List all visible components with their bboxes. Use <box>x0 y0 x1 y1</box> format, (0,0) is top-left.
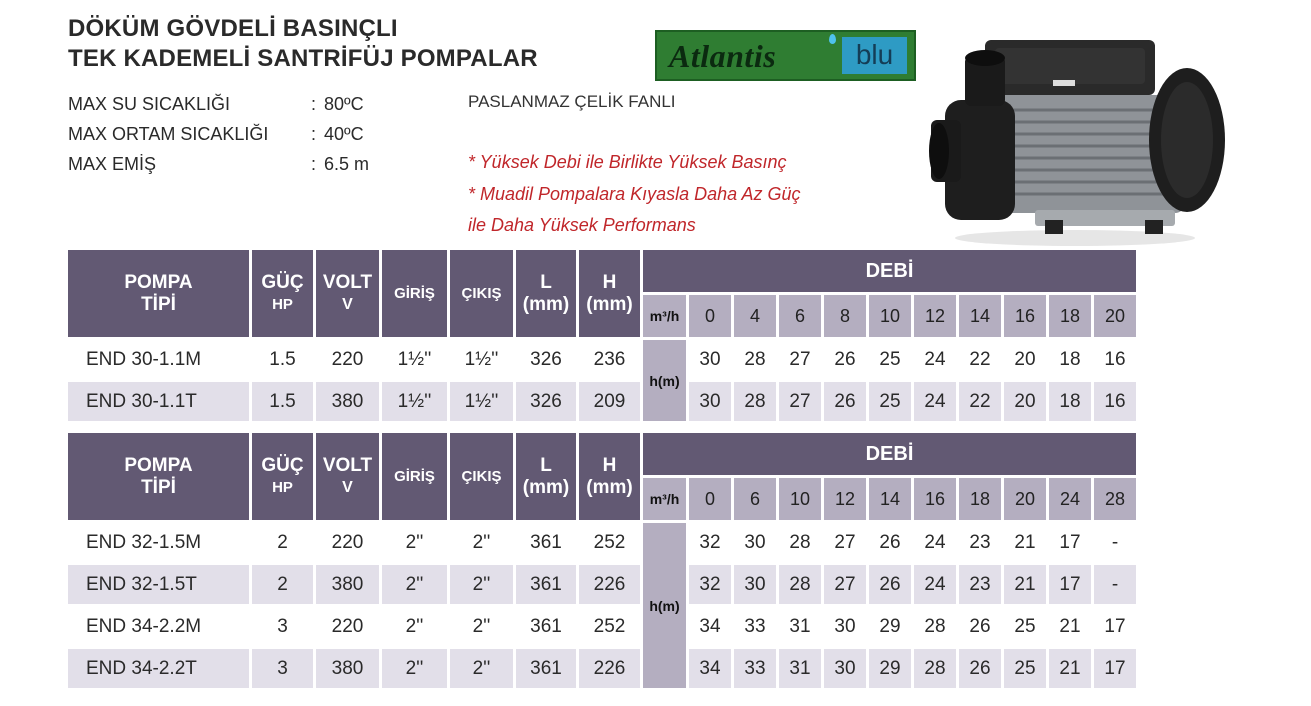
header-text: POMPA <box>124 454 193 476</box>
atlantis-blu-logo <box>655 30 916 81</box>
head-value: 17 <box>1104 615 1126 637</box>
flow-value: 16 <box>1004 295 1046 337</box>
power-hp: 3 <box>252 649 313 688</box>
head-value: 17 <box>1059 531 1081 553</box>
head-value: 26 <box>959 649 1001 688</box>
header-power <box>252 250 313 337</box>
header-text: TİPİ <box>141 476 176 498</box>
voltage: 220 <box>331 348 364 370</box>
spec-label: MAX SU SICAKLIĞI <box>68 94 231 114</box>
header-text: GÜÇ <box>261 271 304 293</box>
head-value: 26 <box>879 531 901 553</box>
inlet-size: 1½'' <box>382 382 447 421</box>
logo-blu-text: blu <box>855 39 894 70</box>
header-outlet: ÇIKIŞ <box>450 433 513 520</box>
header-text: (mm) <box>586 293 633 315</box>
head-value: 21 <box>1004 565 1046 604</box>
flow-value: 24 <box>1049 478 1091 520</box>
header-power <box>252 433 313 520</box>
head-value: 25 <box>1014 615 1036 637</box>
head-value: 26 <box>834 348 856 370</box>
head-value: - <box>1111 531 1119 553</box>
head-value: 23 <box>969 531 991 553</box>
pump-table-2 <box>68 433 1136 688</box>
header-text: H <box>602 454 617 476</box>
header-text: VOLT <box>322 271 373 293</box>
pump-table-1 <box>68 250 1136 421</box>
outlet-size: 1½'' <box>464 348 499 370</box>
head-unit: h(m) <box>643 340 686 421</box>
header-inlet: GİRİŞ <box>382 250 447 337</box>
model-name: END 30-1.1T <box>68 382 249 421</box>
centrifugal-pump-image <box>925 20 1230 248</box>
length-mm: 361 <box>530 615 562 637</box>
head-value: 32 <box>689 565 731 604</box>
head-value: 27 <box>779 382 821 421</box>
height-mm: 252 <box>593 531 626 553</box>
flow-value: 12 <box>914 295 956 337</box>
header-pump-type <box>68 250 249 337</box>
impeller-note: PASLANMAZ ÇELİK FANLI <box>468 92 676 111</box>
header-length <box>516 250 576 337</box>
feature-line-2: * Muadil Pompalara Kıyasla Daha Az Güç <box>468 184 801 204</box>
feature-line-1: * Yüksek Debi ile Birlikte Yüksek Basınç <box>468 152 787 172</box>
head-value: 30 <box>734 565 776 604</box>
header-text: V <box>342 295 353 313</box>
head-value: 34 <box>699 615 721 637</box>
outlet-size: 1½'' <box>450 382 513 421</box>
head-value: 21 <box>1049 649 1091 688</box>
height-mm: 252 <box>593 615 626 637</box>
head-value: 30 <box>699 348 721 370</box>
voltage: 380 <box>316 382 379 421</box>
flow-value: 12 <box>824 478 866 520</box>
flow-value: 18 <box>959 478 1001 520</box>
power-hp: 1.5 <box>252 382 313 421</box>
head-value: 28 <box>789 531 811 553</box>
flow-value: 14 <box>959 295 1001 337</box>
head-value: 33 <box>734 649 776 688</box>
head-value: 30 <box>689 382 731 421</box>
inlet-size: 2'' <box>382 649 447 688</box>
height-mm: 236 <box>593 348 626 370</box>
header-text: L <box>540 454 552 476</box>
head-value: 32 <box>699 531 721 553</box>
flow-value: 0 <box>689 478 731 520</box>
head-value: 25 <box>869 382 911 421</box>
spec-label: MAX ORTAM SICAKLIĞI <box>68 124 269 144</box>
head-value: 25 <box>879 348 901 370</box>
height-mm: 226 <box>579 649 640 688</box>
length-mm: 361 <box>516 649 576 688</box>
header-outlet: ÇIKIŞ <box>450 250 513 337</box>
header-flow: DEBİ <box>643 433 1136 475</box>
head-value: 33 <box>744 615 766 637</box>
inlet-size: 2'' <box>382 565 447 604</box>
head-value: 26 <box>869 565 911 604</box>
flow-value: 18 <box>1049 295 1091 337</box>
head-value: 18 <box>1059 348 1081 370</box>
head-value: 26 <box>969 615 991 637</box>
header-text: L <box>540 271 552 293</box>
head-value: 27 <box>789 348 811 370</box>
flow-value: 16 <box>914 478 956 520</box>
voltage: 380 <box>316 565 379 604</box>
head-value: 18 <box>1049 382 1091 421</box>
flow-value: 0 <box>689 295 731 337</box>
head-value: 28 <box>734 382 776 421</box>
inlet-size: 1½'' <box>397 348 432 370</box>
head-value: 29 <box>879 615 901 637</box>
power-hp: 1.5 <box>269 348 296 370</box>
header-pump-type <box>68 433 249 520</box>
flow-value: 6 <box>779 295 821 337</box>
title-line-1: DÖKÜM GÖVDELİ BASINÇLI <box>68 15 398 42</box>
inlet-size: 2'' <box>405 531 424 553</box>
title-line-2: TEK KADEMELİ SANTRİFÜJ POMPALAR <box>68 45 538 72</box>
power-hp: 2 <box>277 531 288 553</box>
height-mm: 226 <box>579 565 640 604</box>
head-value: 28 <box>914 649 956 688</box>
head-value: - <box>1094 565 1136 604</box>
height-mm: 209 <box>579 382 640 421</box>
head-value: 22 <box>969 348 991 370</box>
spec-colon: : <box>311 94 317 114</box>
head-value: 27 <box>834 531 856 553</box>
head-value: 25 <box>1004 649 1046 688</box>
flow-value: 20 <box>1094 295 1136 337</box>
header-volt <box>316 433 379 520</box>
voltage: 380 <box>316 649 379 688</box>
header-text: POMPA <box>124 271 193 293</box>
head-value: 24 <box>924 531 946 553</box>
power-hp: 3 <box>277 615 288 637</box>
length-mm: 326 <box>516 382 576 421</box>
head-value: 28 <box>779 565 821 604</box>
head-value: 17 <box>1049 565 1091 604</box>
logo-blu-box <box>842 37 907 74</box>
header-text: VOLT <box>322 454 373 476</box>
header-text: HP <box>272 478 293 496</box>
spec-colon: : <box>311 154 317 174</box>
head-value: 28 <box>924 615 946 637</box>
logo-wordmark: Atlantis <box>669 38 777 74</box>
outlet-size: 2'' <box>450 565 513 604</box>
flow-value: 6 <box>734 478 776 520</box>
head-value: 30 <box>834 615 856 637</box>
model-name: END 32-1.5T <box>68 565 249 604</box>
inlet-size: 2'' <box>405 615 424 637</box>
model-name: END 30-1.1M <box>86 348 202 370</box>
header-text: TİPİ <box>141 293 176 315</box>
head-value: 21 <box>1059 615 1081 637</box>
header-text: HP <box>272 295 293 313</box>
flow-value: 28 <box>1094 478 1136 520</box>
power-hp: 2 <box>252 565 313 604</box>
flow-unit: m³/h <box>643 295 686 337</box>
head-value: 23 <box>959 565 1001 604</box>
length-mm: 361 <box>516 565 576 604</box>
head-value: 21 <box>1014 531 1036 553</box>
head-value: 31 <box>789 615 811 637</box>
header-length <box>516 433 576 520</box>
spec-value: 80ºC <box>324 94 364 114</box>
head-value: 29 <box>869 649 911 688</box>
header-height <box>579 250 640 337</box>
head-value: 27 <box>824 565 866 604</box>
header-volt <box>316 250 379 337</box>
outlet-size: 2'' <box>472 615 491 637</box>
head-value: 20 <box>1004 382 1046 421</box>
spec-label: MAX EMİŞ <box>68 154 157 174</box>
header-text: V <box>342 478 353 496</box>
head-value: 20 <box>1014 348 1036 370</box>
flow-value: 4 <box>734 295 776 337</box>
header-text: (mm) <box>522 293 570 315</box>
feature-line-3: ile Daha Yüksek Performans <box>468 215 696 235</box>
length-mm: 361 <box>530 531 562 553</box>
header-text: (mm) <box>586 476 633 498</box>
head-value: 24 <box>914 382 956 421</box>
outlet-size: 2'' <box>450 649 513 688</box>
flow-value: 8 <box>824 295 866 337</box>
voltage: 220 <box>331 615 364 637</box>
outlet-size: 2'' <box>472 531 491 553</box>
head-value: 16 <box>1094 382 1136 421</box>
head-value: 31 <box>779 649 821 688</box>
model-name: END 32-1.5M <box>86 531 202 553</box>
head-value: 17 <box>1094 649 1136 688</box>
head-unit: h(m) <box>643 523 686 688</box>
flow-value: 20 <box>1004 478 1046 520</box>
header-text: H <box>602 271 617 293</box>
head-value: 22 <box>959 382 1001 421</box>
header-flow: DEBİ <box>643 250 1136 292</box>
length-mm: 326 <box>530 348 562 370</box>
flow-unit: m³/h <box>643 478 686 520</box>
head-value: 24 <box>924 348 946 370</box>
header-text: GÜÇ <box>261 454 304 476</box>
flow-value: 10 <box>869 295 911 337</box>
spec-colon: : <box>311 124 317 144</box>
head-value: 30 <box>824 649 866 688</box>
header-text: (mm) <box>522 476 570 498</box>
water-drop-icon <box>829 34 836 44</box>
head-value: 30 <box>744 531 766 553</box>
spec-value: 6.5 m <box>324 154 370 174</box>
head-value: 28 <box>744 348 766 370</box>
voltage: 220 <box>331 531 364 553</box>
model-name: END 34-2.2M <box>86 615 202 637</box>
page-title <box>68 14 538 74</box>
header-inlet: GİRİŞ <box>382 433 447 520</box>
head-value: 26 <box>824 382 866 421</box>
head-value: 34 <box>689 649 731 688</box>
model-name: END 34-2.2T <box>68 649 249 688</box>
flow-value: 14 <box>869 478 911 520</box>
head-value: 24 <box>914 565 956 604</box>
header-height <box>579 433 640 520</box>
spec-value: 40ºC <box>324 124 364 144</box>
flow-value: 10 <box>779 478 821 520</box>
head-value: 16 <box>1104 348 1126 370</box>
